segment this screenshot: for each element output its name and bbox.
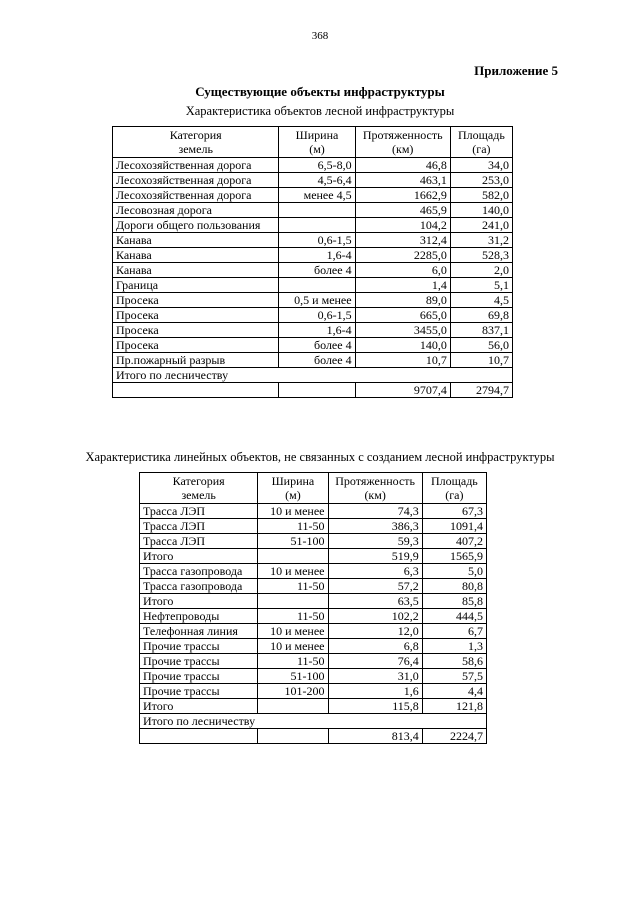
cell-category: Просека xyxy=(113,293,279,308)
cell-length: 76,4 xyxy=(328,654,422,669)
cell-category: Трасса газопровода xyxy=(140,564,258,579)
table-row xyxy=(113,278,513,293)
linear-objects-table xyxy=(139,472,487,744)
cell-category: Трасса ЛЭП xyxy=(140,534,258,549)
cell-length: 6,0 xyxy=(355,263,450,278)
cell-length: 46,8 xyxy=(355,158,450,173)
cell-area: 253,0 xyxy=(450,173,512,188)
cell-length: 59,3 xyxy=(328,534,422,549)
total-label: Итого по лесничеству xyxy=(140,714,487,729)
table-row xyxy=(140,684,487,699)
total-label-row xyxy=(140,714,487,729)
table-row xyxy=(113,338,513,353)
header-category: Категория земель xyxy=(140,473,258,504)
table-row xyxy=(140,654,487,669)
cell-width: более 4 xyxy=(279,263,355,278)
cell-width: 6,5-8,0 xyxy=(279,158,355,173)
table-row xyxy=(140,549,487,564)
cell-length: 140,0 xyxy=(355,338,450,353)
cell-area: 67,3 xyxy=(422,504,486,519)
appendix-label: Приложение 5 xyxy=(474,63,558,78)
cell-category: Лесохозяйственная дорога xyxy=(113,158,279,173)
cell-width: 0,6-1,5 xyxy=(279,233,355,248)
total-values-row xyxy=(140,729,487,744)
total-values-row xyxy=(113,383,513,398)
total-length: 9707,4 xyxy=(355,383,450,398)
table-header-row xyxy=(113,127,513,158)
cell-area: 4,5 xyxy=(450,293,512,308)
cell-category: Прочие трассы xyxy=(140,684,258,699)
cell-length: 104,2 xyxy=(355,218,450,233)
cell-category: Просека xyxy=(113,338,279,353)
cell-category: Прочие трассы xyxy=(140,639,258,654)
table-row xyxy=(140,534,487,549)
cell-category: Трасса газопровода xyxy=(140,579,258,594)
total-length: 813,4 xyxy=(328,729,422,744)
cell-length: 6,8 xyxy=(328,639,422,654)
cell-category: Канава xyxy=(113,233,279,248)
cell-category: Просека xyxy=(113,308,279,323)
cell-category: Лесохозяйственная дорога xyxy=(113,188,279,203)
cell-width xyxy=(258,699,328,714)
cell-length: 57,2 xyxy=(328,579,422,594)
cell-width: 51-100 xyxy=(258,534,328,549)
cell-length: 519,9 xyxy=(328,549,422,564)
cell-category: Граница xyxy=(113,278,279,293)
header-length: Протяженность (км) xyxy=(355,127,450,158)
cell-width: 11-50 xyxy=(258,579,328,594)
table-row xyxy=(113,218,513,233)
total-area: 2794,7 xyxy=(450,383,512,398)
cell-category: Итого xyxy=(140,699,258,714)
cell-width: 10 и менее xyxy=(258,639,328,654)
cell-category: Нефтепроводы xyxy=(140,609,258,624)
table-row xyxy=(140,519,487,534)
cell-width: 11-50 xyxy=(258,609,328,624)
table-row xyxy=(113,263,513,278)
table-row xyxy=(140,624,487,639)
cell-length: 3455,0 xyxy=(355,323,450,338)
cell-area: 1565,9 xyxy=(422,549,486,564)
cell-width: более 4 xyxy=(279,338,355,353)
cell-length: 386,3 xyxy=(328,519,422,534)
cell-area: 1091,4 xyxy=(422,519,486,534)
header-area: Площадь (га) xyxy=(450,127,512,158)
table2-caption: Характеристика линейных объектов, не связанных с созданием лесной инфраструктуры xyxy=(85,450,555,464)
page-title: Существующие объекты инфраструктуры xyxy=(195,84,445,99)
header-category: Категория земель xyxy=(113,127,279,158)
table-row xyxy=(113,293,513,308)
table-row xyxy=(113,233,513,248)
cell-area: 80,8 xyxy=(422,579,486,594)
cell-area: 58,6 xyxy=(422,654,486,669)
cell-area: 140,0 xyxy=(450,203,512,218)
cell-width: 1,6-4 xyxy=(279,248,355,263)
table-row xyxy=(140,504,487,519)
cell-length: 89,0 xyxy=(355,293,450,308)
header-length: Протяженность (км) xyxy=(328,473,422,504)
header-width: Ширина (м) xyxy=(279,127,355,158)
cell-width: более 4 xyxy=(279,353,355,368)
total-area: 2224,7 xyxy=(422,729,486,744)
cell-width: 10 и менее xyxy=(258,624,328,639)
table-row xyxy=(113,173,513,188)
table-header-row xyxy=(140,473,487,504)
cell-area: 69,8 xyxy=(450,308,512,323)
cell-category: Пр.пожарный разрыв xyxy=(113,353,279,368)
cell-area: 2,0 xyxy=(450,263,512,278)
table-row xyxy=(113,353,513,368)
cell-length: 6,3 xyxy=(328,564,422,579)
cell-width xyxy=(279,218,355,233)
table-row xyxy=(113,323,513,338)
table-row xyxy=(113,158,513,173)
cell-width: 10 и менее xyxy=(258,564,328,579)
cell-category: Итого xyxy=(140,594,258,609)
cell-width xyxy=(279,203,355,218)
cell-area: 31,2 xyxy=(450,233,512,248)
cell-width: 11-50 xyxy=(258,654,328,669)
cell-width: 10 и менее xyxy=(258,504,328,519)
cell-category: Лесовозная дорога xyxy=(113,203,279,218)
cell-area: 837,1 xyxy=(450,323,512,338)
table-body xyxy=(140,504,487,714)
table-row xyxy=(113,308,513,323)
cell-length: 463,1 xyxy=(355,173,450,188)
cell-width xyxy=(258,549,328,564)
cell-length: 312,4 xyxy=(355,233,450,248)
cell-length: 465,9 xyxy=(355,203,450,218)
cell-length: 12,0 xyxy=(328,624,422,639)
cell-width: 0,6-1,5 xyxy=(279,308,355,323)
cell-width: 1,6-4 xyxy=(279,323,355,338)
cell-length: 2285,0 xyxy=(355,248,450,263)
total-label: Итого по лесничеству xyxy=(113,368,513,383)
cell-area: 121,8 xyxy=(422,699,486,714)
cell-area: 57,5 xyxy=(422,669,486,684)
cell-width xyxy=(258,594,328,609)
cell-area: 56,0 xyxy=(450,338,512,353)
table-row xyxy=(113,203,513,218)
cell-category: Лесохозяйственная дорога xyxy=(113,173,279,188)
cell-area: 5,0 xyxy=(422,564,486,579)
cell-width: 4,5-6,4 xyxy=(279,173,355,188)
cell-area: 10,7 xyxy=(450,353,512,368)
cell-length: 74,3 xyxy=(328,504,422,519)
cell-area: 407,2 xyxy=(422,534,486,549)
total-empty-cell xyxy=(279,383,355,398)
cell-length: 115,8 xyxy=(328,699,422,714)
cell-length: 31,0 xyxy=(328,669,422,684)
cell-area: 5,1 xyxy=(450,278,512,293)
cell-length: 63,5 xyxy=(328,594,422,609)
cell-category: Канава xyxy=(113,248,279,263)
cell-category: Дороги общего пользования xyxy=(113,218,279,233)
cell-width: 11-50 xyxy=(258,519,328,534)
total-empty-cell xyxy=(113,383,279,398)
total-empty-cell xyxy=(258,729,328,744)
cell-length: 10,7 xyxy=(355,353,450,368)
table-row xyxy=(140,579,487,594)
cell-length: 1,6 xyxy=(328,684,422,699)
cell-category: Прочие трассы xyxy=(140,654,258,669)
cell-area: 582,0 xyxy=(450,188,512,203)
table1-caption: Характеристика объектов лесной инфраструктуры xyxy=(185,104,455,118)
total-label-row xyxy=(113,368,513,383)
table-row xyxy=(140,639,487,654)
cell-area: 444,5 xyxy=(422,609,486,624)
table-row xyxy=(113,248,513,263)
cell-category: Телефонная линия xyxy=(140,624,258,639)
cell-width: 0,5 и менее xyxy=(279,293,355,308)
table-row xyxy=(140,669,487,684)
page-number: 368 xyxy=(311,30,329,42)
table-row xyxy=(140,699,487,714)
cell-area: 85,8 xyxy=(422,594,486,609)
cell-category: Канава xyxy=(113,263,279,278)
total-empty-cell xyxy=(140,729,258,744)
cell-area: 528,3 xyxy=(450,248,512,263)
header-area: Площадь (га) xyxy=(422,473,486,504)
table-row xyxy=(140,564,487,579)
table-row xyxy=(140,594,487,609)
table-row xyxy=(113,188,513,203)
cell-width: 101-200 xyxy=(258,684,328,699)
cell-category: Просека xyxy=(113,323,279,338)
cell-area: 34,0 xyxy=(450,158,512,173)
cell-width xyxy=(279,278,355,293)
cell-length: 665,0 xyxy=(355,308,450,323)
cell-area: 4,4 xyxy=(422,684,486,699)
cell-area: 1,3 xyxy=(422,639,486,654)
cell-width: менее 4,5 xyxy=(279,188,355,203)
cell-category: Трасса ЛЭП xyxy=(140,504,258,519)
cell-length: 102,2 xyxy=(328,609,422,624)
cell-width: 51-100 xyxy=(258,669,328,684)
cell-area: 241,0 xyxy=(450,218,512,233)
cell-category: Трасса ЛЭП xyxy=(140,519,258,534)
table-body xyxy=(113,158,513,368)
cell-category: Итого xyxy=(140,549,258,564)
cell-length: 1662,9 xyxy=(355,188,450,203)
forest-infrastructure-table xyxy=(112,126,513,398)
cell-category: Прочие трассы xyxy=(140,669,258,684)
header-width: Ширина (м) xyxy=(258,473,328,504)
table-row xyxy=(140,609,487,624)
cell-length: 1,4 xyxy=(355,278,450,293)
cell-area: 6,7 xyxy=(422,624,486,639)
